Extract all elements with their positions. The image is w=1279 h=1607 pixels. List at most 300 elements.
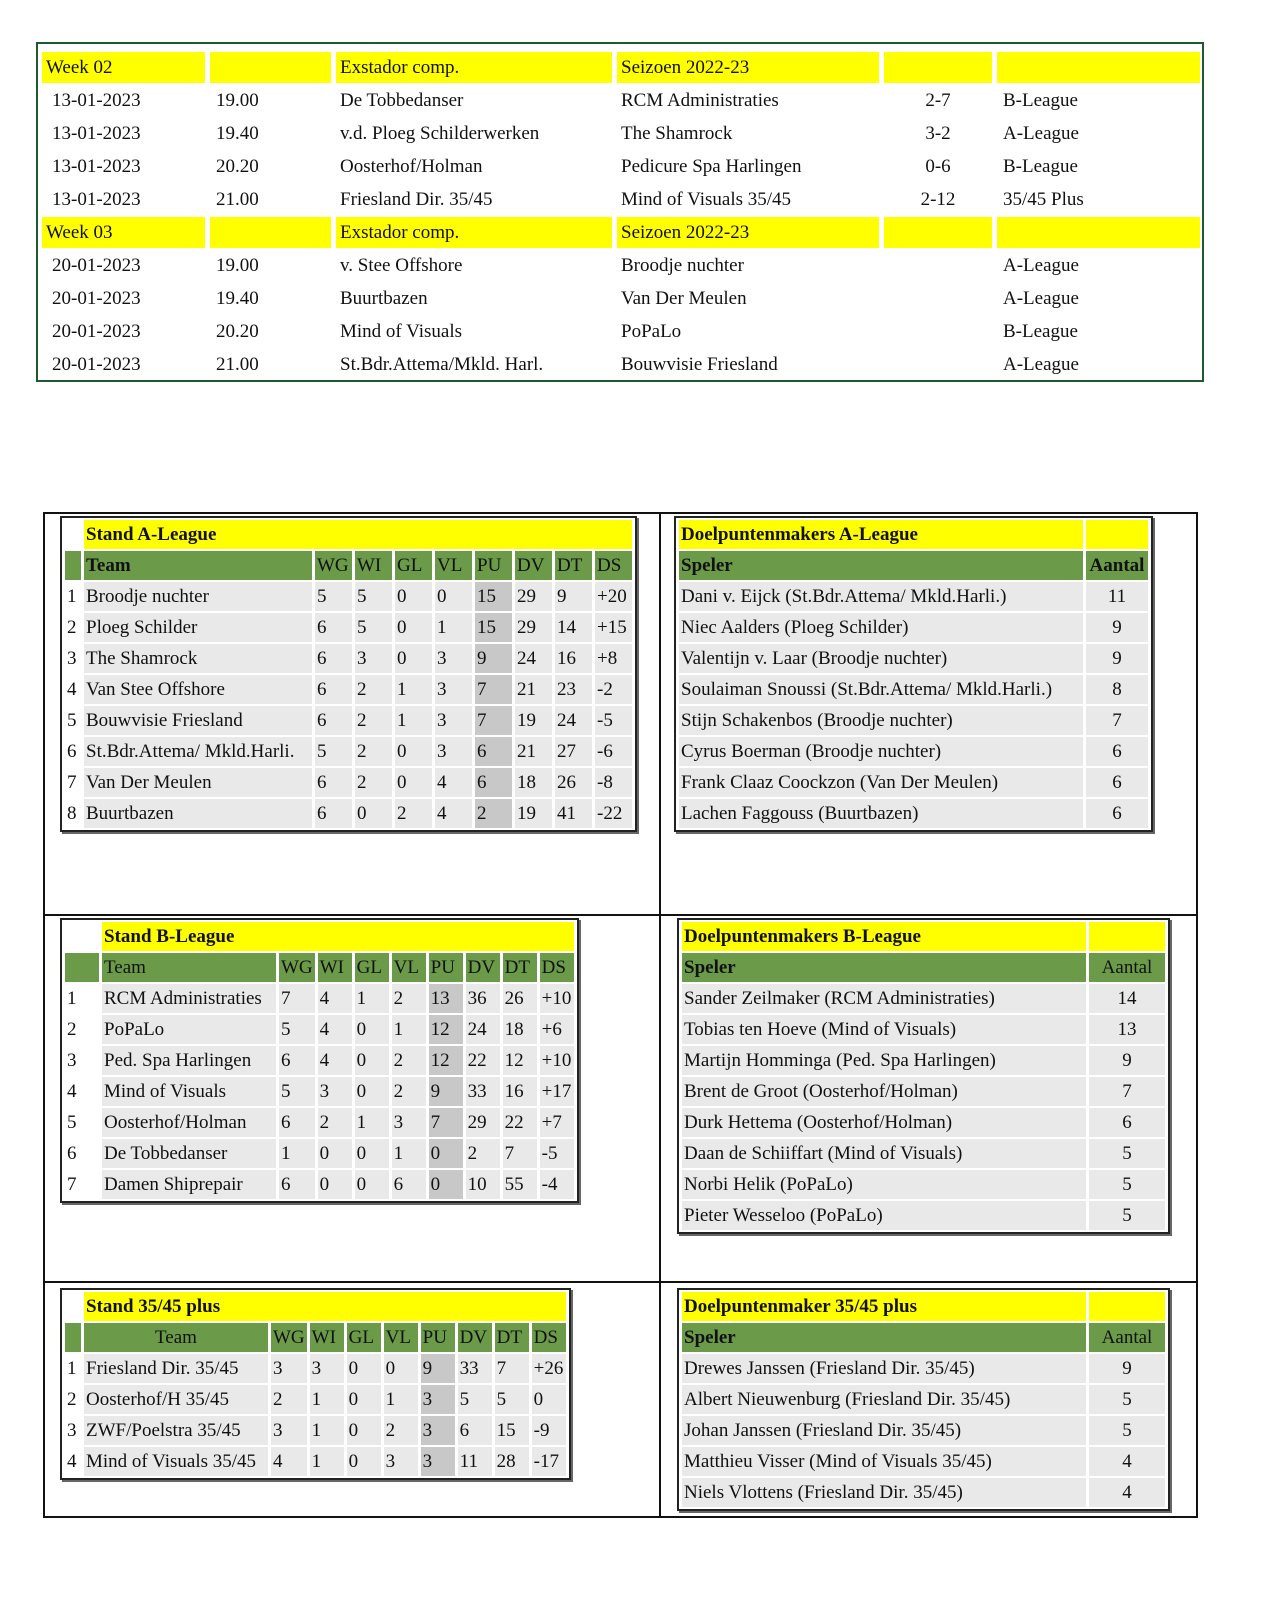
points: 7: [475, 706, 512, 735]
rank: 4: [65, 1447, 81, 1476]
column-header: DV: [466, 953, 500, 982]
home-team: Friesland Dir. 35/45: [340, 189, 493, 210]
goals-against: 7: [495, 1354, 529, 1383]
goal-diff: +7: [540, 1108, 574, 1137]
lost: 2: [392, 984, 426, 1013]
draw: 0: [395, 737, 432, 766]
match-score: 0-6: [925, 156, 951, 177]
won: 4: [318, 1046, 352, 1075]
goals-against: 26: [503, 984, 537, 1013]
match-score: 2-12: [920, 189, 956, 210]
column-header: VL: [392, 953, 426, 982]
player-name: Dani v. Eijck (St.Bdr.Attema/ Mkld.Harli.): [679, 582, 1083, 611]
away-team: The Shamrock: [621, 123, 733, 144]
grid-divider-horizontal: [45, 1281, 1196, 1283]
player-name: Cyrus Boerman (Broodje nuchter): [679, 737, 1083, 766]
team-name: Oosterhof/Holman: [102, 1108, 276, 1137]
points: 9: [421, 1354, 455, 1383]
standing-row: [65, 768, 632, 797]
rank: 7: [65, 1170, 99, 1199]
column-header: WI: [318, 953, 352, 982]
column-header: Team: [84, 551, 312, 580]
column-header: WG: [279, 953, 315, 982]
points: 7: [429, 1108, 463, 1137]
player-name: Pieter Wesseloo (PoPaLo): [682, 1201, 1086, 1230]
week-header-cell: [997, 217, 1200, 248]
lost: 2: [392, 1077, 426, 1106]
won: 2: [355, 768, 392, 797]
goals-against: 27: [555, 737, 592, 766]
doelpuntenmakers-a-league: [674, 516, 1153, 832]
goals-for: 10: [466, 1170, 500, 1199]
won: 3: [355, 644, 392, 673]
match-date: 20-01-2023: [52, 255, 141, 276]
goals-for: 29: [466, 1108, 500, 1137]
played: 6: [279, 1046, 315, 1075]
standing-row: [65, 984, 574, 1013]
goals-for: 21: [515, 737, 552, 766]
won: 0: [355, 799, 392, 828]
goal-count: 14: [1089, 984, 1165, 1013]
points: 2: [475, 799, 512, 828]
points: 9: [429, 1077, 463, 1106]
team-name: Buurtbazen: [84, 799, 312, 828]
standing-row: [65, 799, 632, 828]
column-header: Team: [102, 953, 276, 982]
match-score: [884, 250, 992, 281]
table-title: Stand 35/45 plus: [84, 1292, 566, 1321]
played: 2: [271, 1385, 307, 1414]
draw: 0: [395, 644, 432, 673]
match-league: 35/45 Plus: [1003, 189, 1084, 210]
match-time: 19.00: [216, 255, 259, 276]
draw: 0: [347, 1447, 381, 1476]
column-header: Aantal: [1086, 551, 1148, 580]
team-name: Oosterhof/H 35/45: [84, 1385, 268, 1414]
match-time: 19.40: [216, 288, 259, 309]
lost: 2: [392, 1046, 426, 1075]
rank: 6: [65, 737, 81, 766]
rank: 5: [65, 1108, 99, 1137]
lost: 1: [435, 613, 472, 642]
table-header-row: [65, 1323, 566, 1352]
goal-count: 9: [1089, 1046, 1165, 1075]
goal-count: 6: [1086, 737, 1148, 766]
goals-against: 5: [495, 1385, 529, 1414]
goals-against: 14: [555, 613, 592, 642]
match-time: 20.20: [216, 321, 259, 342]
title-spacer: [65, 1292, 81, 1321]
scorer-row: [682, 1416, 1165, 1445]
played: 4: [271, 1447, 307, 1476]
lost: 3: [435, 644, 472, 673]
won: 5: [355, 613, 392, 642]
scorer-row: [679, 613, 1148, 642]
goal-diff: +8: [595, 644, 632, 673]
grid-divider-horizontal: [45, 914, 1196, 916]
won: 0: [318, 1139, 352, 1168]
standing-row: [65, 1354, 566, 1383]
column-header: DV: [458, 1323, 492, 1352]
draw: 1: [395, 706, 432, 735]
team-name: De Tobbedanser: [102, 1139, 276, 1168]
scorer-row: [682, 1354, 1165, 1383]
title-spacer: [1089, 922, 1165, 951]
goals-against: 41: [555, 799, 592, 828]
title-spacer: [1089, 1292, 1165, 1321]
scorer-row: [682, 1108, 1165, 1137]
stand-35-45-plus: [60, 1288, 571, 1480]
draw: 0: [347, 1416, 381, 1445]
goals-for: 21: [515, 675, 552, 704]
goal-count: 5: [1089, 1385, 1165, 1414]
column-header: DS: [532, 1323, 566, 1352]
rank: 8: [65, 799, 81, 828]
goals-for: 2: [466, 1139, 500, 1168]
won: 3: [310, 1354, 344, 1383]
points: 12: [429, 1015, 463, 1044]
goals-for: 29: [515, 582, 552, 611]
home-team: De Tobbedanser: [340, 90, 464, 111]
table-title: Stand A-League: [84, 520, 632, 549]
match-league: A-League: [1003, 123, 1079, 144]
scorer-row: [679, 706, 1148, 735]
match-date: 13-01-2023: [52, 90, 141, 111]
played: 5: [279, 1077, 315, 1106]
column-header: DT: [503, 953, 537, 982]
draw: 0: [355, 1139, 389, 1168]
points: 3: [421, 1447, 455, 1476]
played: 1: [279, 1139, 315, 1168]
goal-diff: +26: [532, 1354, 566, 1383]
lost: 4: [435, 768, 472, 797]
rank: 2: [65, 613, 81, 642]
column-header: DS: [595, 551, 632, 580]
played: 6: [279, 1108, 315, 1137]
goals-for: 5: [458, 1385, 492, 1414]
team-name: Ploeg Schilder: [84, 613, 312, 642]
table-title: Doelpuntenmaker 35/45 plus: [682, 1292, 1086, 1321]
goal-diff: -17: [532, 1447, 566, 1476]
column-header: GL: [395, 551, 432, 580]
team-name: ZWF/Poelstra 35/45: [84, 1416, 268, 1445]
away-team: Broodje nuchter: [621, 255, 744, 276]
team-name: St.Bdr.Attema/ Mkld.Harli.: [84, 737, 312, 766]
header-spacer: [65, 1323, 81, 1352]
team-name: Van Der Meulen: [84, 768, 312, 797]
table-title-row: [65, 520, 632, 549]
lost: 1: [392, 1139, 426, 1168]
doelpuntenmakers-b-league: [677, 918, 1170, 1234]
week-header-cell: [210, 52, 331, 83]
goal-diff: -5: [540, 1139, 574, 1168]
match-score: [884, 283, 992, 314]
table-title: Doelpuntenmakers A-League: [679, 520, 1083, 549]
table-header-row: [682, 953, 1165, 982]
title-spacer: [65, 922, 99, 951]
home-team: St.Bdr.Attema/Mkld. Harl.: [340, 354, 544, 375]
played: 5: [315, 582, 352, 611]
player-name: Albert Nieuwenburg (Friesland Dir. 35/45): [682, 1385, 1086, 1414]
goal-diff: +10: [540, 984, 574, 1013]
lost: 3: [392, 1108, 426, 1137]
rank: 2: [65, 1385, 81, 1414]
rank: 3: [65, 1416, 81, 1445]
header-spacer: [65, 953, 99, 982]
week-header-cell: Seizoen 2022-23: [617, 217, 879, 248]
standing-row: [65, 644, 632, 673]
column-header: Speler: [679, 551, 1083, 580]
goals-for: 33: [466, 1077, 500, 1106]
match-time: 19.00: [216, 90, 259, 111]
goals-for: 18: [515, 768, 552, 797]
home-team: v.d. Ploeg Schilderwerken: [340, 123, 540, 144]
scorer-row: [682, 1139, 1165, 1168]
points: 15: [475, 613, 512, 642]
goal-count: 5: [1089, 1416, 1165, 1445]
rank: 3: [65, 1046, 99, 1075]
won: 2: [355, 737, 392, 766]
stand-a-league: [60, 516, 637, 832]
week-header-cell: [884, 52, 992, 83]
rank: 4: [65, 1077, 99, 1106]
match-schedule: [36, 42, 1204, 382]
standing-row: [65, 1447, 566, 1476]
match-date: 20-01-2023: [52, 288, 141, 309]
lost: 2: [384, 1416, 418, 1445]
goal-diff: +17: [540, 1077, 574, 1106]
draw: 1: [395, 675, 432, 704]
table-title: Doelpuntenmakers B-League: [682, 922, 1086, 951]
table-title-row: [65, 1292, 566, 1321]
match-time: 21.00: [216, 354, 259, 375]
standing-row: [65, 1077, 574, 1106]
doelpuntenmaker-35-45-plus: [677, 1288, 1170, 1511]
match-league: A-League: [1003, 288, 1079, 309]
goals-against: 26: [555, 768, 592, 797]
player-name: Lachen Faggouss (Buurtbazen): [679, 799, 1083, 828]
goals-for: 22: [466, 1046, 500, 1075]
lost: 3: [435, 675, 472, 704]
column-header: WG: [271, 1323, 307, 1352]
draw: 0: [395, 768, 432, 797]
won: 2: [355, 706, 392, 735]
lost: 1: [392, 1015, 426, 1044]
standing-row: [65, 582, 632, 611]
rank: 7: [65, 768, 81, 797]
scorer-row: [682, 1478, 1165, 1507]
points: 12: [429, 1046, 463, 1075]
draw: 0: [355, 1015, 389, 1044]
standing-row: [65, 1015, 574, 1044]
match-league: B-League: [1003, 156, 1078, 177]
table-title-row: [682, 922, 1165, 951]
won: 2: [318, 1108, 352, 1137]
points: 6: [475, 768, 512, 797]
team-name: Friesland Dir. 35/45: [84, 1354, 268, 1383]
goal-count: 9: [1086, 613, 1148, 642]
team-name: Damen Shiprepair: [102, 1170, 276, 1199]
scorer-row: [682, 1170, 1165, 1199]
away-team: Bouwvisie Friesland: [621, 354, 778, 375]
home-team: v. Stee Offshore: [340, 255, 463, 276]
grid-divider-vertical: [659, 514, 661, 1516]
column-header: PU: [475, 551, 512, 580]
goal-count: 8: [1086, 675, 1148, 704]
table-header-row: [679, 551, 1148, 580]
standing-row: [65, 1416, 566, 1445]
home-team: Mind of Visuals: [340, 321, 463, 342]
goal-count: 5: [1089, 1170, 1165, 1199]
won: 4: [318, 984, 352, 1013]
played: 6: [315, 613, 352, 642]
column-header: GL: [347, 1323, 381, 1352]
away-team: PoPaLo: [621, 321, 682, 342]
goals-for: 19: [515, 799, 552, 828]
scorer-row: [682, 1015, 1165, 1044]
goals-against: 12: [503, 1046, 537, 1075]
points: 3: [421, 1385, 455, 1414]
goals-for: 6: [458, 1416, 492, 1445]
draw: 0: [355, 1046, 389, 1075]
goal-count: 4: [1089, 1447, 1165, 1476]
column-header: Speler: [682, 1323, 1086, 1352]
played: 3: [271, 1416, 307, 1445]
rank: 1: [65, 984, 99, 1013]
draw: 0: [347, 1354, 381, 1383]
team-name: RCM Administraties: [102, 984, 276, 1013]
scorer-row: [682, 1201, 1165, 1230]
match-score: 3-2: [925, 123, 951, 144]
away-team: RCM Administraties: [621, 90, 779, 111]
week-header-cell: Week 02: [42, 52, 205, 83]
player-name: Valentijn v. Laar (Broodje nuchter): [679, 644, 1083, 673]
goals-against: 9: [555, 582, 592, 611]
player-name: Brent de Groot (Oosterhof/Holman): [682, 1077, 1086, 1106]
match-league: B-League: [1003, 321, 1078, 342]
draw: 0: [347, 1385, 381, 1414]
rank: 4: [65, 675, 81, 704]
goal-count: 11: [1086, 582, 1148, 611]
player-name: Niels Vlottens (Friesland Dir. 35/45): [682, 1478, 1086, 1507]
played: 7: [279, 984, 315, 1013]
points: 9: [475, 644, 512, 673]
draw: 1: [355, 1108, 389, 1137]
standing-row: [65, 1170, 574, 1199]
rank: 3: [65, 644, 81, 673]
match-league: A-League: [1003, 255, 1079, 276]
column-header: Speler: [682, 953, 1086, 982]
match-league: A-League: [1003, 354, 1079, 375]
title-spacer: [65, 520, 81, 549]
points: 0: [429, 1170, 463, 1199]
column-header: VL: [435, 551, 472, 580]
won: 3: [318, 1077, 352, 1106]
goals-for: 36: [466, 984, 500, 1013]
played: 6: [315, 706, 352, 735]
column-header: VL: [384, 1323, 418, 1352]
goal-diff: -22: [595, 799, 632, 828]
goals-against: 24: [555, 706, 592, 735]
won: 1: [310, 1416, 344, 1445]
goal-count: 4: [1089, 1478, 1165, 1507]
team-name: Mind of Visuals: [102, 1077, 276, 1106]
goal-count: 7: [1089, 1077, 1165, 1106]
week-header-cell: [210, 217, 331, 248]
won: 0: [318, 1170, 352, 1199]
goals-against: 28: [495, 1447, 529, 1476]
player-name: Norbi Helik (PoPaLo): [682, 1170, 1086, 1199]
player-name: Durk Hettema (Oosterhof/Holman): [682, 1108, 1086, 1137]
goals-against: 55: [503, 1170, 537, 1199]
goals-for: 24: [466, 1015, 500, 1044]
standing-row: [65, 675, 632, 704]
goal-count: 7: [1086, 706, 1148, 735]
week-header-cell: [884, 217, 992, 248]
rank: 2: [65, 1015, 99, 1044]
away-team: Van Der Meulen: [621, 288, 747, 309]
goals-against: 7: [503, 1139, 537, 1168]
draw: 1: [355, 984, 389, 1013]
points: 13: [429, 984, 463, 1013]
points: 15: [475, 582, 512, 611]
goals-for: 24: [515, 644, 552, 673]
table-title-row: [679, 520, 1148, 549]
goal-count: 9: [1089, 1354, 1165, 1383]
table-title: Stand B-League: [102, 922, 574, 951]
scorer-row: [679, 737, 1148, 766]
played: 6: [315, 675, 352, 704]
scorer-row: [679, 582, 1148, 611]
goal-diff: -9: [532, 1416, 566, 1445]
goal-diff: +20: [595, 582, 632, 611]
scorer-row: [682, 1385, 1165, 1414]
player-name: Frank Claaz Coockzon (Van Der Meulen): [679, 768, 1083, 797]
goals-against: 16: [555, 644, 592, 673]
lost: 0: [384, 1354, 418, 1383]
standing-row: [65, 1046, 574, 1075]
goal-count: 13: [1089, 1015, 1165, 1044]
rank: 1: [65, 582, 81, 611]
team-name: Ped. Spa Harlingen: [102, 1046, 276, 1075]
scorer-row: [682, 1077, 1165, 1106]
goal-count: 5: [1089, 1139, 1165, 1168]
player-name: Johan Janssen (Friesland Dir. 35/45): [682, 1416, 1086, 1445]
goals-for: 33: [458, 1354, 492, 1383]
table-title-row: [65, 922, 574, 951]
rank: 6: [65, 1139, 99, 1168]
player-name: Tobias ten Hoeve (Mind of Visuals): [682, 1015, 1086, 1044]
match-date: 13-01-2023: [52, 156, 141, 177]
played: 6: [315, 644, 352, 673]
table-title-row: [682, 1292, 1165, 1321]
scorer-row: [682, 1447, 1165, 1476]
goal-count: 6: [1086, 799, 1148, 828]
lost: 3: [384, 1447, 418, 1476]
column-header: Team: [84, 1323, 268, 1352]
team-name: The Shamrock: [84, 644, 312, 673]
match-score: [884, 316, 992, 347]
scorer-row: [682, 1046, 1165, 1075]
team-name: Bouwvisie Friesland: [84, 706, 312, 735]
player-name: Stijn Schakenbos (Broodje nuchter): [679, 706, 1083, 735]
points: 7: [475, 675, 512, 704]
column-header: DT: [495, 1323, 529, 1352]
goal-diff: +6: [540, 1015, 574, 1044]
week-header-cell: Seizoen 2022-23: [617, 52, 879, 83]
goals-against: 16: [503, 1077, 537, 1106]
scorer-row: [679, 644, 1148, 673]
